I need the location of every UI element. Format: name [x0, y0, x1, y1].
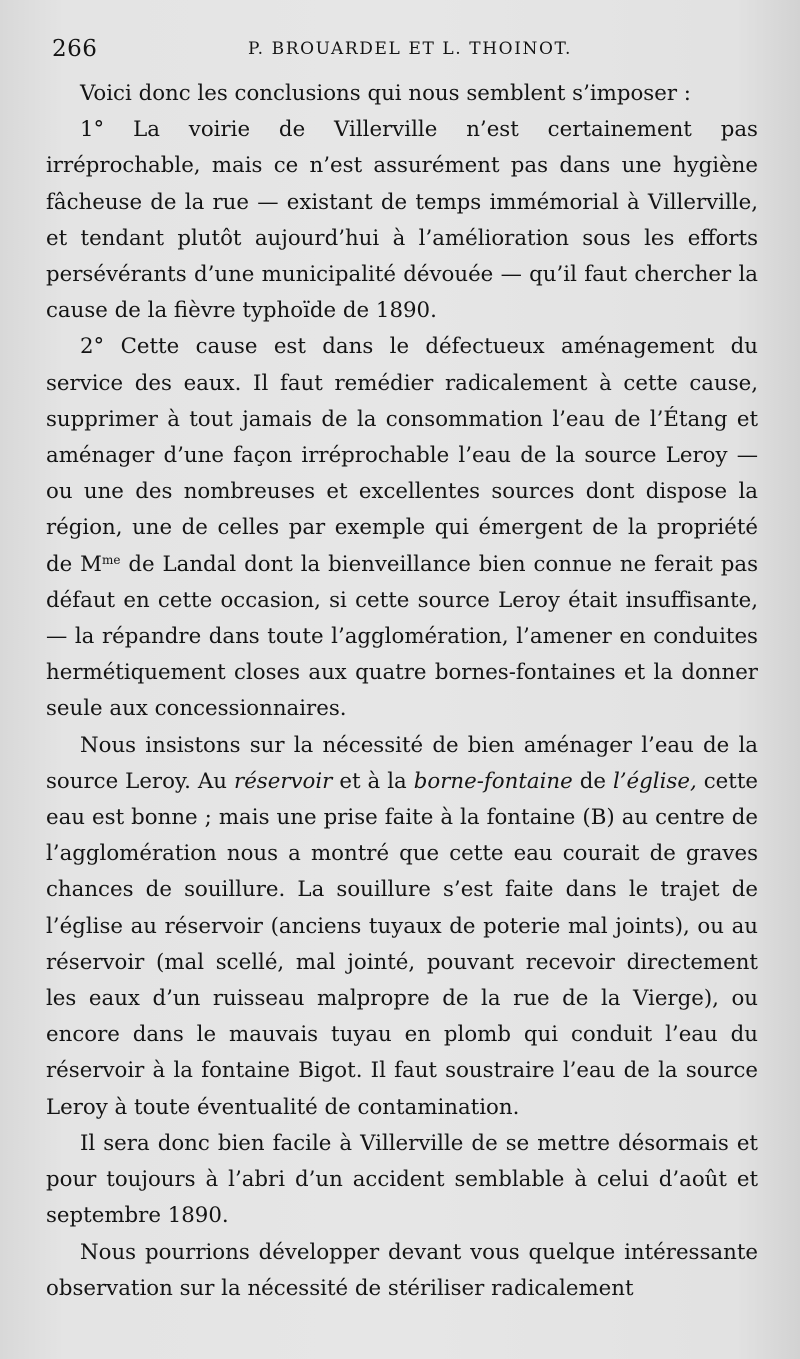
italic-eglise: l’église,	[612, 768, 697, 794]
paragraph-source-leroy-text-d: cette eau est bonne ; mais une prise faite à la fontaine (B) au centre de l’agglomération nous a montré que cette eau courait de graves chances de souillure. La souillure s’est faite dans le trajet de l’église au réservoir (anciens tuyaux de poterie mal joints), ou au réservoir (mal scellé, mal jointé, pouvant recevoir directement les eaux d’un ruisseau malpropre de la rue de la Vierge), ou encore dans le mauvais tuyau en plomb qui conduit l’eau du réservoir à la fontaine Bigot. Il faut soustraire l’eau de la source Leroy à toute éventualité de contamination.	[46, 768, 758, 1120]
paragraph-conclusion-2	[46, 329, 758, 727]
italic-borne-fontaine: borne-fontaine	[413, 768, 573, 794]
italic-reservoir: réservoir	[234, 768, 333, 794]
paragraph-sterilisation: Nous pourrions développer devant vous quelque intéressante observation sur la nécessité de stériliser radicalement	[46, 1239, 758, 1301]
paragraph-intro: Voici donc les conclusions qui nous semblent s’imposer :	[80, 81, 691, 106]
page-number: 266	[52, 36, 98, 62]
paragraph-conclusion-2-text-b: de Landal dont la bienveillance bien connue ne ferait pas défaut en cette occasion, si cette source Leroy était insuffisante, — la répandre dans toute l’agglomération, l’amener en conduites hermétiquement closes aux quatre bornes-fontaines et la donner seule aux concessionnaires.	[46, 551, 758, 722]
running-head-authors: P. BROUARDEL ET L. THOINOT.	[248, 39, 572, 59]
paragraph-source-leroy-text-a: Nous insistons sur la nécessité de bien aménager l’eau de la source Leroy. Au	[46, 732, 758, 794]
paragraph-conclusion-1: 1° La voirie de Villerville n’est certainement pas irréprochable, mais ce n’est assurément pas dans une hygiène fâcheuse de la rue — existant de temps immémorial à Villerville, et tendant plutôt aujourd’hui à l’amélioration sous les efforts persévérants d’une municipalité dévouée — qu’il faut chercher la cause de la fièvre typhoïde de 1890.	[46, 117, 758, 324]
paragraph-source-leroy-text-c: de	[572, 768, 613, 794]
paragraph-conclusion-2-text-a: 2° Cette cause est dans le défectueux aménagement du service des eaux. Il faut remédier radicalement à cette cause, supprimer à tout jamais de la consommation l’eau de l’Étang et aménager d’une façon irréprochable l’eau de la source Leroy — ou une des nombreuses et excellentes sources dont dispose la région, une de celles par exemple qui émergent de la propriété de M	[46, 334, 758, 577]
paragraph-source-leroy	[46, 728, 758, 1126]
running-head	[52, 36, 760, 70]
body-text	[46, 76, 758, 1307]
paragraph-source-leroy-text-b: et à la	[332, 768, 414, 794]
paragraph-villerville: Il sera donc bien facile à Villerville de se mettre désormais et pour toujours à l’abri d’un accident semblable à celui d’août et septembre 1890.	[46, 1130, 758, 1229]
superscript-me: me	[101, 552, 121, 567]
